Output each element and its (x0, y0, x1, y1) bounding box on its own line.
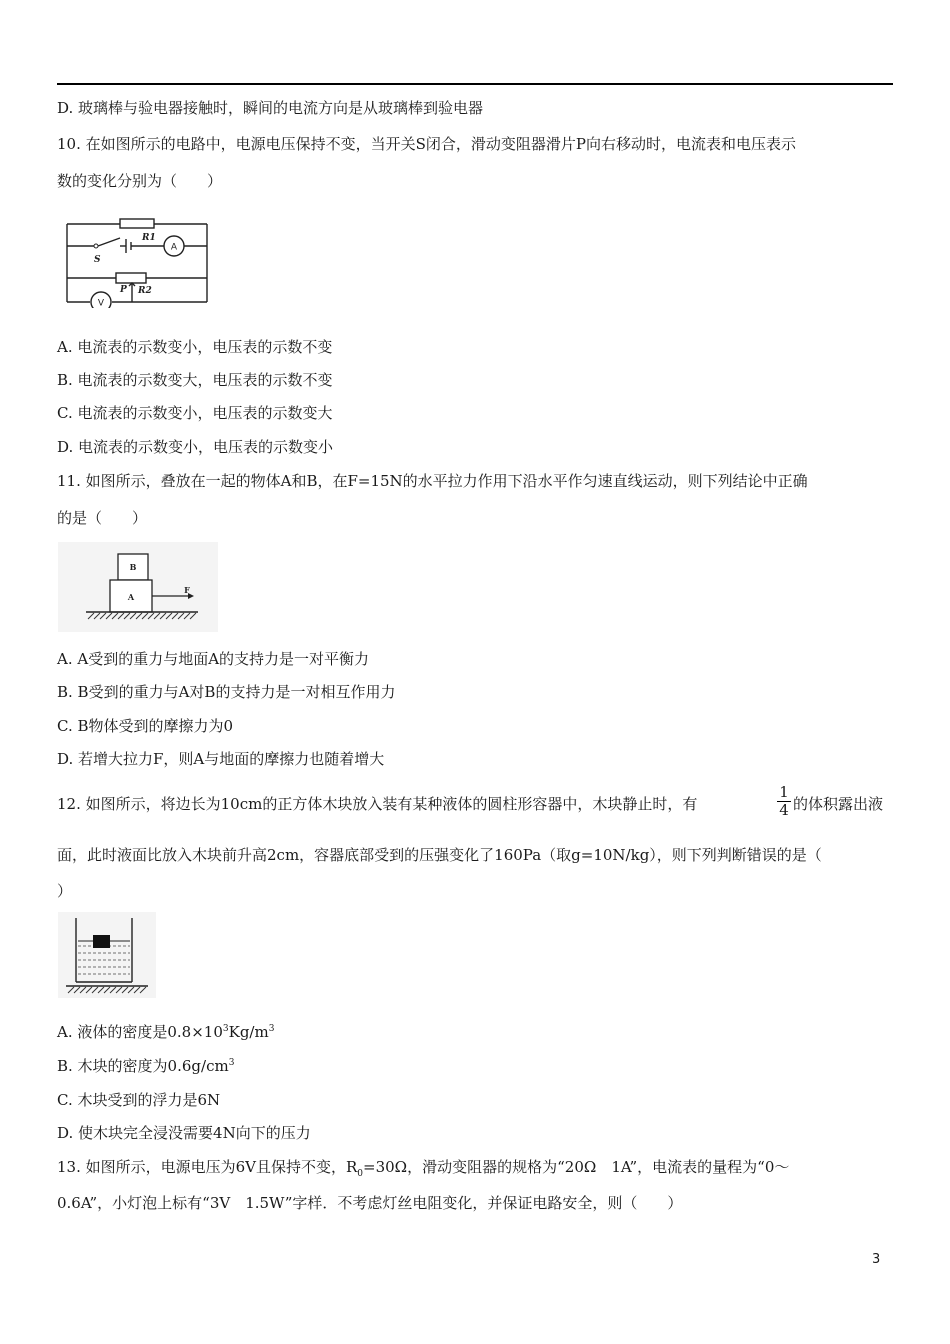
q10-option-a: A. 电流表的示数变小，电压表的示数不变 (57, 338, 333, 356)
q13-stem-line1-end: =30Ω，滑动变阻器的规格为“20Ω 1A”，电流表的量程为“0～ (363, 1158, 790, 1176)
q11-stem-line2: 的是（ ） (57, 509, 148, 527)
q12-stem-line1-start: 12. 如图所示，将边长为10cm的正方体木块放入装有某种液体的圆柱形容器中，木块静止时，有 (57, 795, 698, 813)
switch-label: S (94, 255, 101, 265)
voltmeter-label: V (97, 298, 105, 308)
q11-option-d: D. 若增大拉力F，则A与地面的摩擦力也随着增大 (57, 750, 385, 768)
force-label: F (184, 585, 190, 595)
q11-stem-line1: 11. 如图所示，叠放在一起的物体A和B，在F=15N的水平拉力作用下沿水平作匀速直线运动，则下列结论中正确 (57, 472, 808, 490)
slider-label: P (120, 285, 127, 295)
q12-stem-line1-end: 的体积露出液 (793, 795, 884, 813)
q13-r0-subscript: 0 (357, 1169, 364, 1179)
q10-stem-line1: 10. 在如图所示的电路中，电源电压保持不变，当开关S闭合，滑动变阻器滑片P向右移动时，电流表和电压表示 (57, 135, 796, 153)
q13-stem-line1 (57, 1157, 789, 1177)
ammeter-label: A (170, 242, 178, 253)
q12-option-a (57, 1022, 274, 1042)
circuit-diagram (62, 210, 212, 308)
q10-option-c: C. 电流表的示数变小，电压表的示数变大 (57, 404, 333, 422)
q12-option-a-unit: Kg/m (228, 1023, 269, 1041)
page-number: 3 (872, 1252, 881, 1267)
q12-option-b (57, 1056, 234, 1076)
header-rule (57, 83, 893, 85)
q11-option-a: A. A受到的重力与地面A的支持力是一对平衡力 (57, 650, 370, 668)
fraction-numerator: 1 (779, 783, 789, 801)
q11-option-c: C. B物体受到的摩擦力为0 (57, 717, 234, 735)
q10-stem-line2: 数的变化分别为（ ） (57, 172, 223, 190)
block-a-label: A (127, 592, 135, 602)
q13-stem-line2: 0.6A”，小灯泡上标有“3V 1.5W”字样．不考虑灯丝电阻变化，并保证电路安全，则（ ） (57, 1194, 683, 1212)
q12-option-a-exp2: 3 (268, 1024, 275, 1034)
q12-option-d: D. 使木块完全浸没需要4N向下的压力 (57, 1124, 311, 1142)
r2-label: R2 (138, 286, 152, 296)
stacked-blocks-figure (58, 542, 218, 632)
q12-stem-line3: ） (57, 882, 73, 900)
r1-label: R1 (142, 233, 156, 243)
q10-option-b: B. 电流表的示数变大，电压表的示数不变 (57, 371, 333, 389)
fraction-one-quarter (776, 784, 792, 819)
q12-option-a-exp1: 3 (222, 1024, 229, 1034)
fraction-denominator: 4 (779, 801, 789, 819)
q11-option-b: B. B受到的重力与A对B的支持力是一对相互作用力 (57, 683, 396, 701)
block-b-label: B (129, 562, 137, 572)
q9-option-d: D. 玻璃棒与验电器接触时，瞬间的电流方向是从玻璃棒到验电器 (57, 99, 484, 117)
q12-option-a-text: A. 液体的密度是0.8×10 (57, 1023, 223, 1041)
q13-stem-line1-start: 13. 如图所示，电源电压为6V且保持不变，R (57, 1158, 358, 1176)
q12-option-c: C. 木块受到的浮力是6N (57, 1091, 221, 1109)
q10-option-d: D. 电流表的示数变小，电压表的示数变小 (57, 438, 334, 456)
q12-option-b-text: B. 木块的密度为0.6g/cm (57, 1057, 229, 1075)
q12-option-b-exp: 3 (228, 1058, 235, 1068)
container-figure (58, 912, 156, 998)
q12-stem-line2: 面，此时液面比放入木块前升高2cm，容器底部受到的压强变化了160Pa（取g=10N/kg），则下列判断错误的是（ (57, 846, 822, 864)
